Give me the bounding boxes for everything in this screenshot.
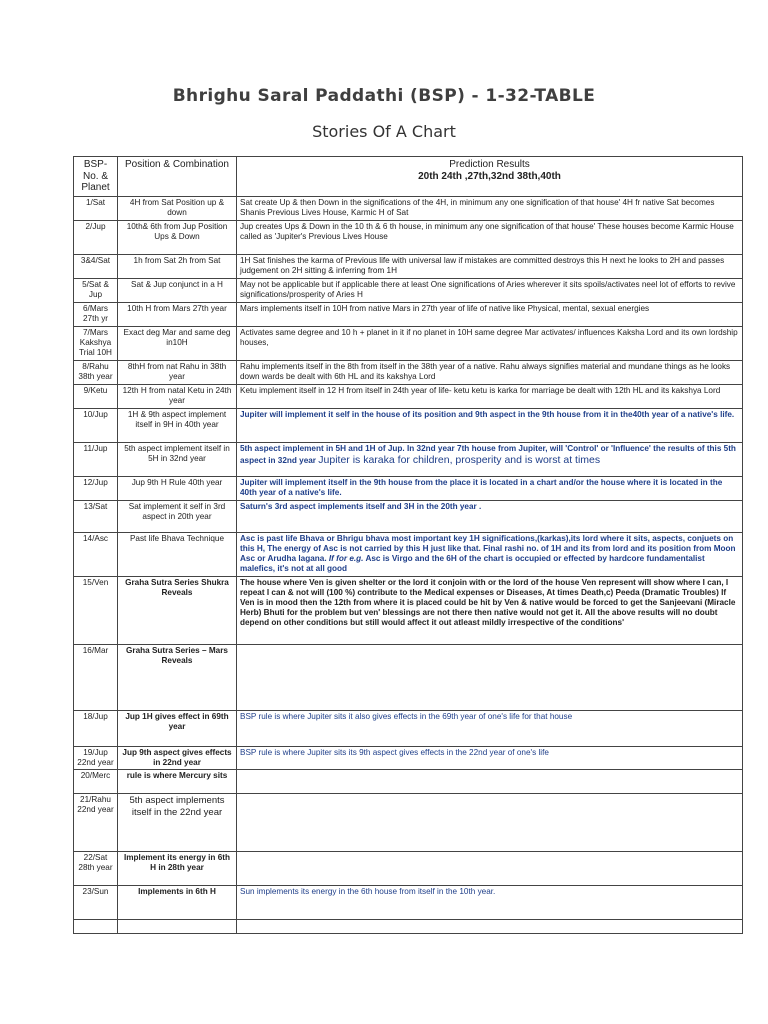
cell-position: Implements in 6th H — [118, 886, 237, 920]
table-row — [74, 221, 743, 255]
cell-position: Exact deg Mar and same deg in10H — [118, 327, 237, 361]
cell-prediction: Ketu implement itself in 12 H from itself in 24th year of life- ketu ketu is karka for marriage be dealt with 12th HL and its kakshya Lord — [237, 385, 743, 409]
table-row — [74, 920, 743, 934]
cell-prediction: The house where Ven is given shelter or the lord it conjoin with or the lord of the house Ven represent will show where I can, I repeat I can & not will (100 %) contribute to the Medical expenses or Diseases, At times Death,c) Peeda (Dramatic Troubles) If Ven is in mood then the 12th from where it is placed could be hit by Ven & native would be forced to get the Sanjeevani (Miracle Herb) Bhuti for the problem but ven' blessings are not there then native would not get it. All the above results will no doubt depend on other conditions but still would affect it out atleast mildly irrespective of the conditions' — [237, 577, 743, 645]
table-header-row — [74, 157, 743, 197]
cell-position: 12th H from natal Ketu in 24th year — [118, 385, 237, 409]
cell-prediction — [237, 852, 743, 886]
prediction-example: If for e.g. — [328, 554, 364, 563]
cell-bsp-no: 19/Jup 22nd year — [74, 747, 118, 770]
cell-bsp-no: 7/Mars Kakshya Trial 10H — [74, 327, 118, 361]
prediction-text: Asc is past life Bhava or Bhrigu bhava most important key 1H significations,(karkas),its lord where it sits, aspects, conjuets on this H, The energy of Asc is not carried by this H just like that. Final rashi no. of 1H and its from lord and its position from Moon Asc or Arudha lagana. — [240, 534, 736, 563]
cell-position: Past life Bhava Technique — [118, 533, 237, 577]
page-title: Bhrighu Saral Paddathi (BSP) - 1-32-TABLE — [172, 86, 596, 106]
table-row — [74, 501, 743, 533]
cell-bsp-no: 5/Sat & Jup — [74, 279, 118, 303]
cell-bsp-no — [74, 920, 118, 934]
table-row — [74, 533, 743, 577]
cell-position: Jup 9th aspect gives effects in 22nd year — [118, 747, 237, 770]
table-row — [74, 794, 743, 852]
cell-position: 5th aspect implements itself in the 22nd year — [118, 794, 237, 852]
cell-prediction: Sun implements its energy in the 6th house from itself in the 10th year. — [237, 886, 743, 920]
cell-position: 1h from Sat 2h from Sat — [118, 255, 237, 279]
table-row — [74, 770, 743, 794]
table-row — [74, 443, 743, 477]
table-row — [74, 361, 743, 385]
cell-prediction — [237, 645, 743, 711]
header-position: Position & Combination — [118, 157, 237, 197]
table-row — [74, 197, 743, 221]
cell-prediction: 1H Sat finishes the karma of Previous life with universal law if mistakes are committed destroys this H next he looks to 2H and passes judgement on 2H sitting & inferring from 1H — [237, 255, 743, 279]
table-row — [74, 385, 743, 409]
table-row — [74, 303, 743, 327]
cell-position — [118, 920, 237, 934]
cell-bsp-no: 20/Merc — [74, 770, 118, 794]
cell-prediction: Jupiter will implement itself in the 9th house from the place it is located in a chart and/or the house where it is located in the 40th year of a native's life. — [237, 477, 743, 501]
cell-bsp-no: 1/Sat — [74, 197, 118, 221]
cell-prediction: Jup creates Ups & Down in the 10 th & 6 th house, in minimum any one signification of that house' These houses become Karmic House called as 'Jupiter's Previous Lives House — [237, 221, 743, 255]
cell-prediction — [237, 794, 743, 852]
cell-bsp-no: 10/Jup — [74, 409, 118, 443]
table-row — [74, 711, 743, 747]
cell-prediction: Jupiter will implement it self in the house of its position and 9th aspect in the 9th house from it in the40th year of a native's life. — [237, 409, 743, 443]
cell-bsp-no: 12/Jup — [74, 477, 118, 501]
cell-bsp-no: 15/Ven — [74, 577, 118, 645]
table-row — [74, 255, 743, 279]
cell-bsp-no: 14/Asc — [74, 533, 118, 577]
cell-position: 1H & 9th aspect implement itself in 9H in 40th year — [118, 409, 237, 443]
cell-prediction: BSP rule is where Jupiter sits it also gives effects in the 69th year of one's life for that house — [237, 711, 743, 747]
cell-position: Graha Sutra Series – Mars Reveals — [118, 645, 237, 711]
cell-prediction — [237, 920, 743, 934]
cell-position: Jup 1H gives effect in 69th year — [118, 711, 237, 747]
prediction-text-continued: Asc is Virgo and the 6H of the chart is occupied or effected by hardcore fundamentalist malefics, it's not at all good — [240, 554, 705, 573]
cell-bsp-no: 9/Ketu — [74, 385, 118, 409]
cell-prediction: Saturn's 3rd aspect implements itself and 3H in the 20th year . — [237, 501, 743, 533]
cell-prediction: Sat create Up & then Down in the significations of the 4H, in minimum any one signification of that house' 4H fr native Sat becomes Shanis Previous Lives House, Karmic H of Sat — [237, 197, 743, 221]
table-row — [74, 279, 743, 303]
cell-prediction — [237, 443, 743, 477]
cell-bsp-no: 16/Mar — [74, 645, 118, 711]
table-row — [74, 645, 743, 711]
header-bsp-no: BSP- No. & Planet — [74, 157, 118, 197]
cell-position: Sat & Jup conjunct in a H — [118, 279, 237, 303]
cell-bsp-no: 8/Rahu 38th year — [74, 361, 118, 385]
table-row — [74, 477, 743, 501]
cell-position: Jup 9th H Rule 40th year — [118, 477, 237, 501]
header-prediction-years: 20th 24th ,27th,32nd 38th,40th — [418, 170, 561, 182]
cell-prediction: Mars implements itself in 10H from native Mars in 27th year of life of native like Physical, mental, sexual energies — [237, 303, 743, 327]
cell-bsp-no: 3&4/Sat — [74, 255, 118, 279]
table-row — [74, 327, 743, 361]
header-prediction — [237, 157, 743, 197]
cell-position: 4H from Sat Position up & down — [118, 197, 237, 221]
cell-prediction: Rahu implements itself in the 8th from itself in the 38th year of a native. Rahu always signifies material and mundane things as he looks down wards be dealt with 6th HL and its kakshya Lord — [237, 361, 743, 385]
cell-bsp-no: 23/Sun — [74, 886, 118, 920]
cell-bsp-no: 18/Jup — [74, 711, 118, 747]
cell-position: Implement its energy in 6th H in 28th year — [118, 852, 237, 886]
cell-bsp-no: 21/Rahu 22nd year — [74, 794, 118, 852]
table-row — [74, 747, 743, 770]
page-subtitle: Stories Of A Chart — [312, 122, 456, 141]
prediction-text: 5th aspect implement in 5H and 1H of Jup. In 32nd year 7th house from Jupiter, will 'Control' or 'Influence' the results of this 5th aspect in 32nd year — [240, 444, 736, 465]
cell-bsp-no: 6/Mars 27th yr — [74, 303, 118, 327]
cell-position: 8thH from nat Rahu in 38th year — [118, 361, 237, 385]
cell-position: Graha Sutra Series Shukra Reveals — [118, 577, 237, 645]
cell-bsp-no: 22/Sat 28th year — [74, 852, 118, 886]
cell-bsp-no: 11/Jup — [74, 443, 118, 477]
cell-prediction: Activates same degree and 10 h + planet in it if no planet in 10H same degree Mar activates/ influences Kaksha Lord and its own lordship houses, — [237, 327, 743, 361]
bsp-table — [73, 156, 743, 934]
cell-position: 5th aspect implement itself in 5H in 32nd year — [118, 443, 237, 477]
cell-prediction — [237, 770, 743, 794]
cell-bsp-no: 13/Sat — [74, 501, 118, 533]
cell-prediction: May not be applicable but if applicable there at least One significations of Aries wherever it sits spoils/activates neel lot of efforts to revive significations/prosperity of Aries H — [237, 279, 743, 303]
table-row — [74, 409, 743, 443]
table-row — [74, 886, 743, 920]
cell-position: 10th& 6th from Jup Position Ups & Down — [118, 221, 237, 255]
prediction-highlight: Jupiter is karaka for children, prosperity and is worst at times — [318, 454, 601, 466]
cell-prediction: BSP rule is where Jupiter sits its 9th aspect gives effects in the 22nd year of one's life — [237, 747, 743, 770]
table-row — [74, 577, 743, 645]
cell-bsp-no: 2/Jup — [74, 221, 118, 255]
header-prediction-title: Prediction Results — [449, 159, 530, 170]
cell-position: rule is where Mercury sits — [118, 770, 237, 794]
cell-position: 10th H from Mars 27th year — [118, 303, 237, 327]
cell-position: Sat implement it self in 3rd aspect in 20th year — [118, 501, 237, 533]
cell-prediction — [237, 533, 743, 577]
table-row — [74, 852, 743, 886]
